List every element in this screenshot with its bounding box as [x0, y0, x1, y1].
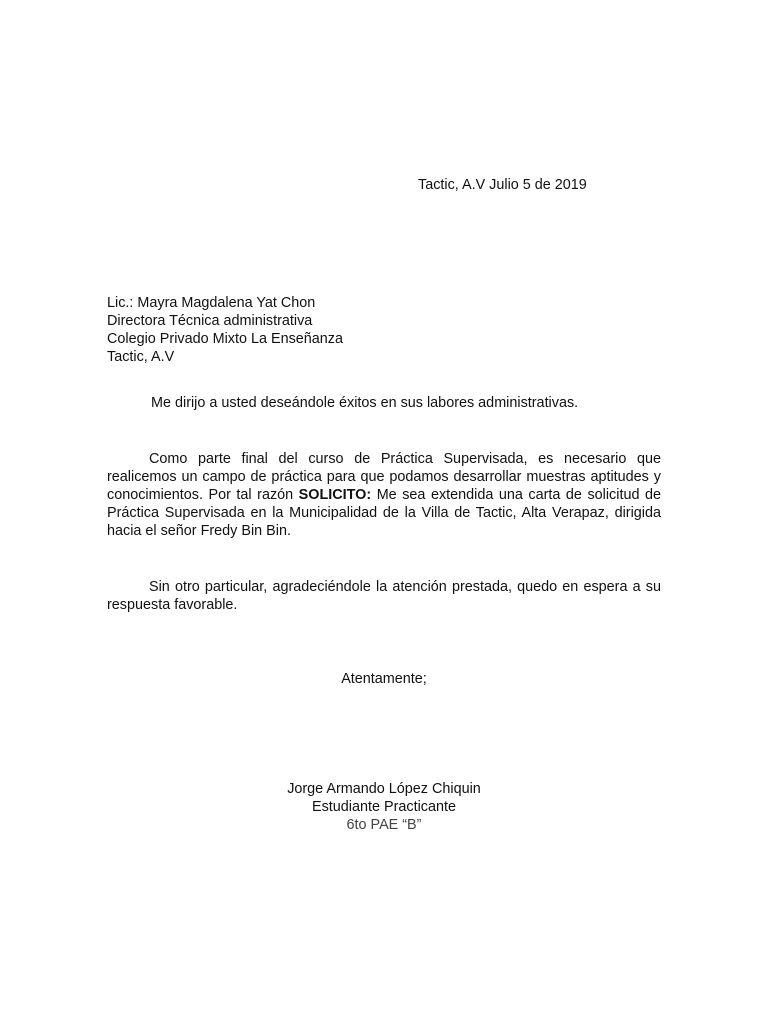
body-text-after: Me sea extendida una carta de solicitud de Práctica Supervisada en la Municipalidad de la Villa de Tactic, Alta Verapaz, dirigida hacia el señor Fredy Bin Bin.: [107, 487, 661, 539]
signer-grade: 6to PAE “B”: [346, 817, 422, 833]
request-keyword: SOLICITO:: [298, 487, 372, 503]
signer-name: Jorge Armando López Chiquin: [287, 781, 481, 797]
body-text-before: Como parte final del curso de Práctica Supervisada, es necesario que realicemos un campo de práctica para que podamos desarrollar muestras aptitudes y conocimientos. Por tal razón: [107, 451, 661, 503]
date-line: Tactic, A.V Julio 5 de 2019: [418, 177, 587, 193]
closing-paragraph-text: Sin otro particular, agradeciéndole la atención prestada, quedo en espera a su respuesta favorable.: [107, 579, 661, 613]
closing-salutation: Atentamente;: [341, 671, 427, 687]
addressee-block: [107, 294, 343, 366]
greeting-line: Me dirijo a usted deseándole éxitos en sus labores administrativas.: [151, 395, 579, 411]
addressee-location: Tactic, A.V: [107, 349, 175, 365]
body-paragraph-request: [107, 450, 661, 540]
addressee-institution: Colegio Privado Mixto La Enseñanza: [107, 331, 343, 347]
body-paragraph-closing: [107, 578, 661, 614]
signature-block: [0, 780, 768, 834]
addressee-title: Directora Técnica administrativa: [107, 313, 313, 329]
signer-role: Estudiante Practicante: [312, 799, 456, 815]
addressee-name: Lic.: Mayra Magdalena Yat Chon: [107, 295, 316, 311]
